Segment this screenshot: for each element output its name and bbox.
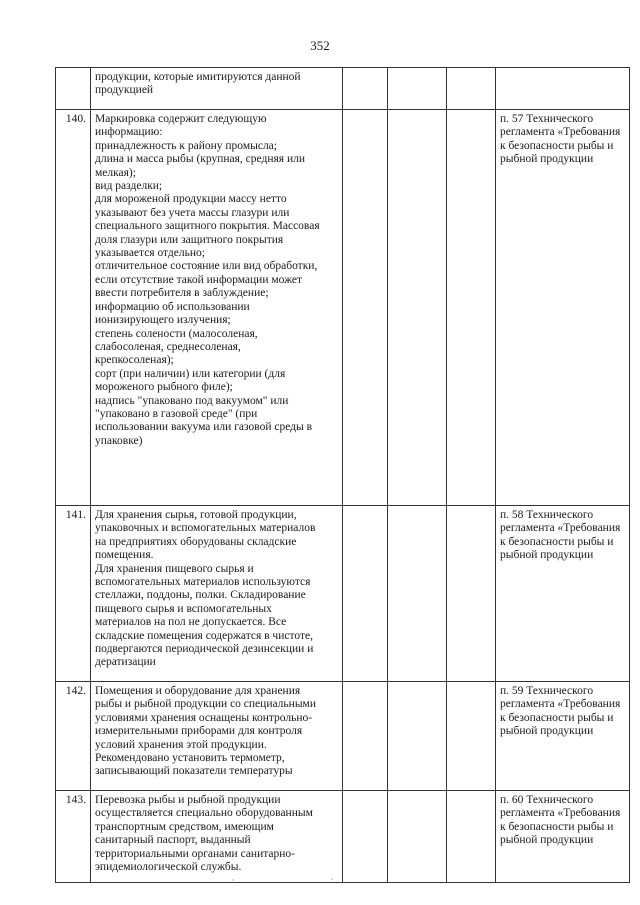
row-number: 141. xyxy=(56,506,91,682)
regulation-reference xyxy=(496,68,630,110)
table-row xyxy=(56,110,630,506)
regulation-reference: п. 58 Технического регламента «Требования к безопасности рыбы и рыбной продукции xyxy=(496,506,630,682)
table-row xyxy=(56,506,630,682)
row-number: 143. xyxy=(56,791,91,883)
answer-cell-no xyxy=(388,791,447,883)
table-row xyxy=(56,791,630,883)
regulation-reference: п. 59 Технического регламента «Требования к безопасности рыбы и рыбной продукции xyxy=(496,682,630,791)
requirement-text: Маркировка содержит следующую информацию: принадлежность к району промысла; длина и масса рыбы (крупная, средняя или мелкая); вид разделки; для мороженой продукции массу нетто указывают без учета массы глазури или специального защитного покрытия. Массовая доля глазури или защитного покрытия указывается отдельно; отличительное состояние или вид обработки, если отсутствие такой информации может ввести потребителя в заблуждение; информацию об использовании ионизирующего излучения; степень солености (малосоленая, слабосоленая, среднесоленая, крепкосоленая); сорт (при наличии) или категории (для мороженого рыбного филе); надпись "упаковано под вакуумом" или "упаковано в газовой среде" (при использовании вакуума или газовой среды в упаковке) xyxy=(91,110,343,506)
answer-cell-no xyxy=(388,682,447,791)
answer-cell-yes xyxy=(343,506,388,682)
answer-cell-yes xyxy=(343,68,388,110)
table-row xyxy=(56,682,630,791)
answer-cell-no xyxy=(388,68,447,110)
answer-cell-na xyxy=(447,110,496,506)
table-row xyxy=(56,68,630,110)
requirement-text: Помещения и оборудование для хранения рыбы и рыбной продукции со специальными условиями хранения оснащены контрольно- измерительными приборами для контроля условий хранения этой продукции. Рекомендовано установить термометр, записывающий показатели температуры xyxy=(91,682,343,791)
row-number: 142. xyxy=(56,682,91,791)
regulation-reference: п. 57 Технического регламента «Требования к безопасности рыбы и рыбной продукции xyxy=(496,110,630,506)
answer-cell-yes xyxy=(343,110,388,506)
page-number: 352 xyxy=(310,38,330,53)
answer-cell-no xyxy=(388,110,447,506)
scan-specks xyxy=(0,876,640,886)
requirement-text: продукции, которые имитируются данной продукцией xyxy=(91,68,343,110)
answer-cell-no xyxy=(388,506,447,682)
answer-cell-na xyxy=(447,791,496,883)
requirement-text: Перевозка рыбы и рыбной продукции осуществляется специально оборудованным транспортным средством, имеющим санитарный паспорт, выданный территориальными органами санитарно- эпидемиологической службы. xyxy=(91,791,343,883)
answer-cell-yes xyxy=(343,682,388,791)
answer-cell-na xyxy=(447,68,496,110)
scan-speck xyxy=(232,879,233,880)
requirements-table xyxy=(55,67,630,883)
answer-cell-yes xyxy=(343,791,388,883)
answer-cell-na xyxy=(447,682,496,791)
row-number xyxy=(56,68,91,110)
answer-cell-na xyxy=(447,506,496,682)
regulation-reference: п. 60 Технического регламента «Требования к безопасности рыбы и рыбной продукции xyxy=(496,791,630,883)
row-number: 140. xyxy=(56,110,91,506)
scan-speck xyxy=(331,878,332,879)
requirement-text: Для хранения сырья, готовой продукции, упаковочных и вспомогательных материалов на предприятиях оборудованы складские помещения. Для хранения пищевого сырья и вспомогательных материалов используются стеллажи, поддоны, полки. Складирование пищевого сырья и вспомогательных материалов на пол не допускается. Все складские помещения содержатся в чистоте, подвергаются периодической дезинсекции и дератизации xyxy=(91,506,343,682)
